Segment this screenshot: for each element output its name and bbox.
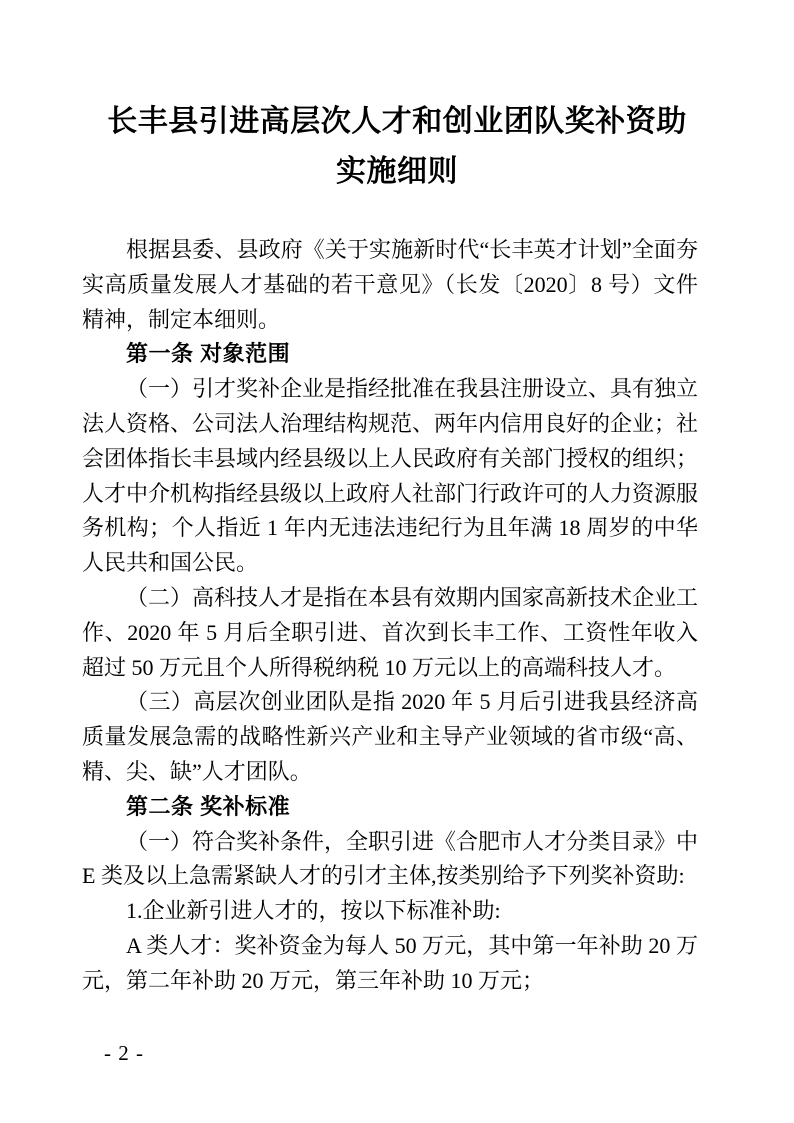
body-paragraph: （三）高层次创业团队是指 2020 年 5 月后引进我县经济高质量发展急需的战略性新兴产业和主导产业领域的省市级“高、精、尖、缺”人才团队。 bbox=[82, 689, 698, 784]
page-number: - 2 - bbox=[104, 1041, 144, 1065]
body-paragraph: A 类人才：奖补资金为每人 50 万元，其中第一年补助 20 万元，第二年补助 20 万元，第三年补助 10 万元； bbox=[82, 932, 698, 993]
body-paragraph: （一）引才奖补企业是指经批准在我县注册设立、具有独立法人资格、公司法人治理结构规范、两年内信用良好的企业；社会团体指长丰县域内经县级以上人民政府有关部门授权的组织；人才中介机构指经县级以上政府人社部门行政许可的人力资源服务机构；个人指近 1 年内无违法违纪行为且年满 18 周岁的中华人民共和国公民。 bbox=[82, 376, 699, 576]
section-heading: 第二条 奖补标准 bbox=[126, 793, 291, 819]
body-paragraph: 1.企业新引进人才的，按以下标准补助: bbox=[126, 898, 501, 924]
body-paragraph: （二）高科技人才是指在本县有效期内国家高新技术企业工作、2020 年 5 月后全职引进、首次到长丰工作、工资性年收入超过 50 万元且个人所得税纳税 10 万元以上的高端科技人才。 bbox=[82, 584, 699, 680]
document-title-line2: 实施细则 bbox=[336, 155, 458, 188]
document-body bbox=[82, 233, 698, 999]
section-heading: 第一条 对象范围 bbox=[126, 341, 291, 367]
document-title-line1: 长丰县引进高层次人才和创业团队奖补资助 bbox=[107, 105, 687, 138]
body-paragraph: 根据县委、县政府《关于实施新时代“长丰英才计划”全面夯实高质量发展人才基础的若干意见》（长发〔2020〕8 号）文件精神，制定本细则。 bbox=[82, 237, 698, 332]
body-paragraph: （一）符合奖补条件，全职引进《合肥市人才分类目录》中 E 类及以上急需紧缺人才的引才主体,按类别给予下列奖补资助: bbox=[82, 828, 699, 889]
document-title bbox=[0, 97, 794, 197]
